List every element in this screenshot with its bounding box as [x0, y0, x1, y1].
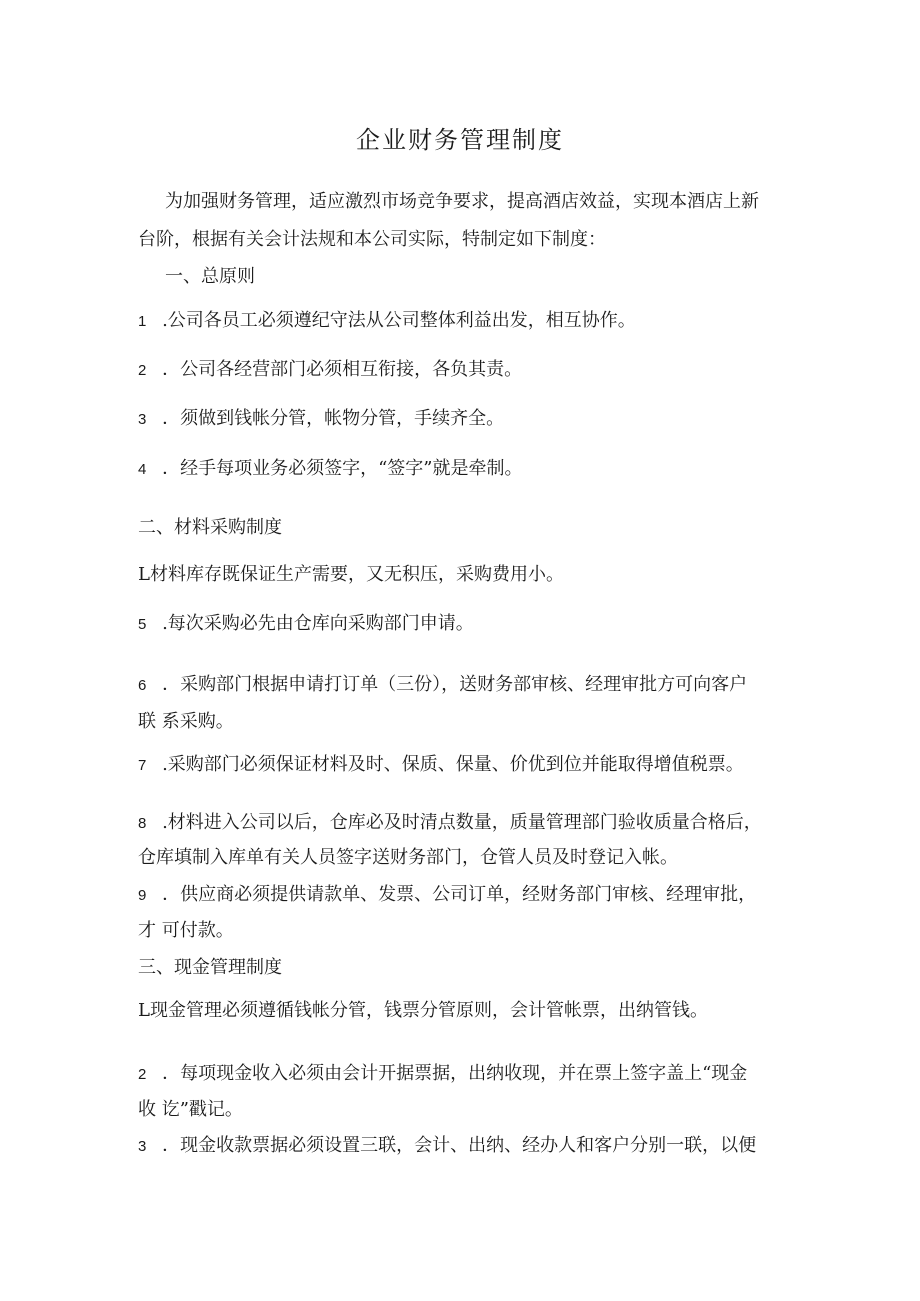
item-text: ．采购部门根据申请打订单（三份），送财务部审核、经理审批方可向客户: [162, 674, 748, 695]
item-number: 5: [138, 616, 147, 633]
item-number: 9: [138, 887, 147, 904]
item-text: .采购部门必须保证材料及时、保质、保量、价优到位并能取得增值税票。: [162, 754, 744, 775]
list-item: [138, 611, 474, 638]
item-text: .公司各员工必须遵纪守法从公司整体利益出发，相互协作。: [162, 310, 636, 331]
list-item: [138, 1061, 747, 1088]
list-item: [138, 308, 636, 335]
section-heading-general: 一、总原则: [165, 266, 255, 287]
list-item: L材料库存既保证生产需要，又无积压，采购费用小。: [138, 564, 564, 585]
list-item: L现金管理必须遵循钱帐分管，钱票分管原则，会计管帐票，出纳管钱。: [138, 1000, 708, 1021]
item-text: ．须做到钱帐分管，帐物分管，手续齐全。: [162, 408, 505, 429]
item-continuation: 仓库填制入库单有关人员签字送财务部门，仓管人员及时登记入帐。: [138, 847, 678, 868]
item-text: ．公司各经营部门必须相互衔接，各负其责。: [162, 359, 523, 380]
item-text: .每次采购必先由仓库向采购部门申请。: [162, 613, 474, 634]
list-item: [138, 406, 504, 433]
list-item: [138, 672, 747, 699]
list-item: [138, 357, 522, 384]
item-number: 3: [138, 411, 147, 428]
item-number: 3: [138, 1138, 147, 1155]
item-continuation: 才 可付款。: [138, 920, 234, 941]
intro-line-2: 台阶，根据有关会计法规和本公司实际，特制定如下制度：: [138, 229, 606, 250]
item-number: 6: [138, 677, 147, 694]
list-item: [138, 810, 762, 837]
item-text: ．经手每项业务必须签字，“签字”就是牵制。: [162, 458, 523, 479]
item-number: 2: [138, 362, 147, 379]
item-number: 2: [138, 1066, 147, 1083]
item-continuation: 收 讫”戳记。: [138, 1099, 243, 1120]
list-item: [138, 1133, 756, 1160]
list-item: [138, 456, 522, 483]
item-text: ．现金收款票据必须设置三联，会计、出纳、经办人和客户分别一联，以便: [162, 1135, 757, 1156]
list-item: [138, 882, 756, 909]
item-number: 4: [138, 461, 147, 478]
item-text: .材料进入公司以后，仓库必及时清点数量，质量管理部门验收质量合格后，: [162, 812, 762, 833]
item-number: 7: [138, 757, 147, 774]
intro-line-1: 为加强财务管理，适应激烈市场竞争要求，提高酒店效益，实现本酒店上新: [165, 191, 759, 212]
item-text: ．供应商必须提供请款单、发票、公司订单，经财务部门审核、经理审批，: [162, 884, 757, 905]
item-continuation: 联 系采购。: [138, 711, 234, 732]
item-text: ．每项现金收入必须由会计开据票据，出纳收现，并在票上签字盖上“现金: [162, 1063, 748, 1084]
item-number: 1: [138, 313, 147, 330]
item-number: 8: [138, 815, 147, 832]
document-title: 企业财务管理制度: [356, 126, 564, 154]
section-heading-cash: 三、现金管理制度: [138, 957, 282, 978]
section-heading-procurement: 二、材料采购制度: [138, 517, 282, 538]
list-item: [138, 752, 744, 779]
